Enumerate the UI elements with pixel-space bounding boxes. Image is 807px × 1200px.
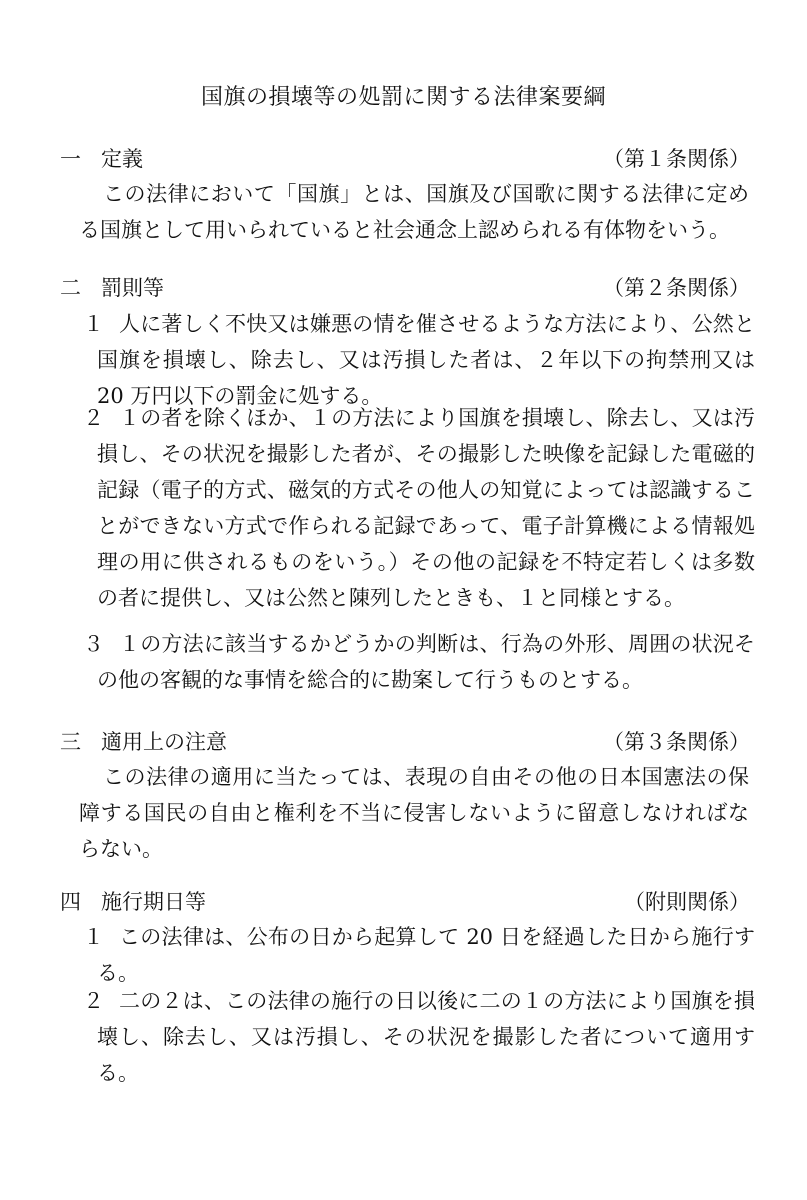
section-heading-definition [60, 143, 750, 175]
article-reference: （第３条関係） [603, 730, 750, 754]
item-number: ２ [83, 406, 104, 430]
item-text: 人に著しく不快又は嫌悪の情を催させるような方法により、公然と国旗を損壊し、除去し、又は汚損した者は、２年以下の拘禁刑又は 20 万円以下の罰金に処する。 [97, 312, 755, 408]
list-item [75, 306, 755, 414]
section-number: 一 [60, 147, 81, 171]
item-number: １ [83, 925, 104, 949]
section-heading-penalties [60, 272, 750, 304]
list-item [75, 400, 755, 616]
list-item [75, 919, 755, 991]
section-number: 二 [60, 276, 81, 300]
document-title: 国旗の損壊等の処罰に関する法律案要綱 [200, 85, 606, 110]
section-number: 四 [60, 890, 81, 914]
section-number: 三 [60, 730, 81, 754]
item-text: この法律は、公布の日から起算して 20 日を経過した日から施行する。 [97, 925, 755, 985]
item-number: ３ [83, 632, 104, 656]
article-reference: （第２条関係） [603, 276, 750, 300]
item-text: 二の２は、この法律の施行の日以後に二の１の方法により国旗を損壊し、除去し、又は汚損し、その状況を撮影した者について適用する。 [97, 989, 755, 1085]
item-number: １ [83, 312, 104, 336]
section-label: 施行期日等 [101, 890, 206, 914]
section-heading-application-notes [60, 726, 750, 758]
article-reference: （第１条関係） [603, 147, 750, 171]
section-label: 適用上の注意 [101, 730, 227, 754]
list-item [75, 983, 755, 1091]
list-item [75, 626, 755, 698]
item-number: ２ [83, 989, 104, 1013]
section-body-definition: この法律において「国旗」とは、国旗及び国歌に関する法律に定める国旗として用いられていると社会通念上認められる有体物をいう。 [79, 182, 749, 242]
article-reference: （附則関係） [624, 890, 750, 914]
item-text: １の方法に該当するかどうかの判断は、行為の外形、周囲の状況その他の客観的な事情を総合的に勘案して行うものとする。 [97, 632, 755, 692]
section-label: 罰則等 [101, 276, 164, 300]
section-label: 定義 [101, 147, 143, 171]
section-heading-effective-date [60, 886, 750, 918]
item-text: １の者を除くほか、１の方法により国旗を損壊し、除去し、又は汚損し、その状況を撮影した者が、その撮影した映像を記録した電磁的記録（電子的方式、磁気的方式その他人の知覚によっては認識することができない方式で作られる記録であって、電子計算機による情報処理の用に供されるものをいう。）その他の記録を不特定若しくは多数の者に提供し、又は公然と陳列したときも、１と同様とする。 [97, 406, 755, 610]
section-body-application-notes: この法律の適用に当たっては、表現の自由その他の日本国憲法の保障する国民の自由と権利を不当に侵害しないように留意しなければならない。 [79, 765, 749, 861]
